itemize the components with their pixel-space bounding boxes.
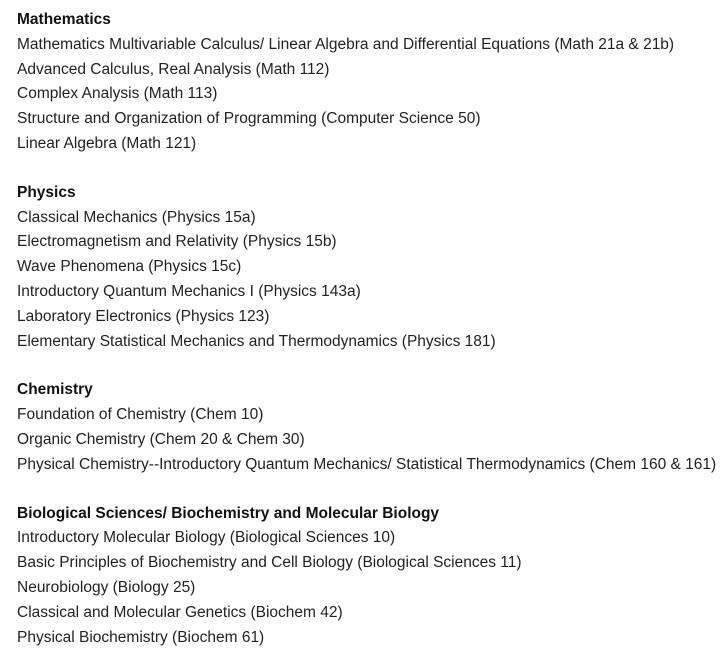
course-item: Wave Phenomena (Physics 15c) <box>17 258 242 276</box>
course-item: Physical Chemistry--Introductory Quantum Mechanics/ Statistical Thermodynamics (Chem 160 & 161) <box>17 455 717 473</box>
course-item: Physical Biochemistry (Biochem 61) <box>17 628 265 646</box>
course-item: Organic Chemistry (Chem 20 & Chem 30) <box>17 430 305 448</box>
section-physics <box>17 181 728 355</box>
section-biological-sciences <box>17 502 728 651</box>
course-item: Elementary Statistical Mechanics and Thermodynamics (Physics 181) <box>17 332 496 350</box>
course-item: Neurobiology (Biology 25) <box>17 578 196 596</box>
course-item: Foundation of Chemistry (Chem 10) <box>17 406 264 424</box>
course-item: Mathematics Multivariable Calculus/ Linear Algebra and Differential Equations (Math 21a & 21b) <box>17 35 675 53</box>
course-item: Introductory Quantum Mechanics I (Physics 143a) <box>17 282 361 300</box>
course-item: Linear Algebra (Math 121) <box>17 134 197 152</box>
course-item: Classical and Molecular Genetics (Biochem 42) <box>17 603 343 621</box>
course-item: Laboratory Electronics (Physics 123) <box>17 307 270 325</box>
course-item: Classical Mechanics (Physics 15a) <box>17 208 256 226</box>
section-heading: Physics <box>17 183 76 201</box>
course-item: Introductory Molecular Biology (Biological Sciences 10) <box>17 529 396 547</box>
section-heading: Biological Sciences/ Biochemistry and Molecular Biology <box>17 504 440 522</box>
section-mathematics <box>17 8 728 157</box>
section-heading: Mathematics <box>17 11 111 28</box>
course-item: Electromagnetism and Relativity (Physics 15b) <box>17 233 337 251</box>
section-chemistry <box>17 378 728 477</box>
course-item: Advanced Calculus, Real Analysis (Math 112) <box>17 60 330 78</box>
course-item: Complex Analysis (Math 113) <box>17 85 218 103</box>
course-item: Structure and Organization of Programming (Computer Science 50) <box>17 110 481 128</box>
section-heading: Chemistry <box>17 381 93 399</box>
course-item: Basic Principles of Biochemistry and Cell Biology (Biological Sciences 11) <box>17 554 522 572</box>
